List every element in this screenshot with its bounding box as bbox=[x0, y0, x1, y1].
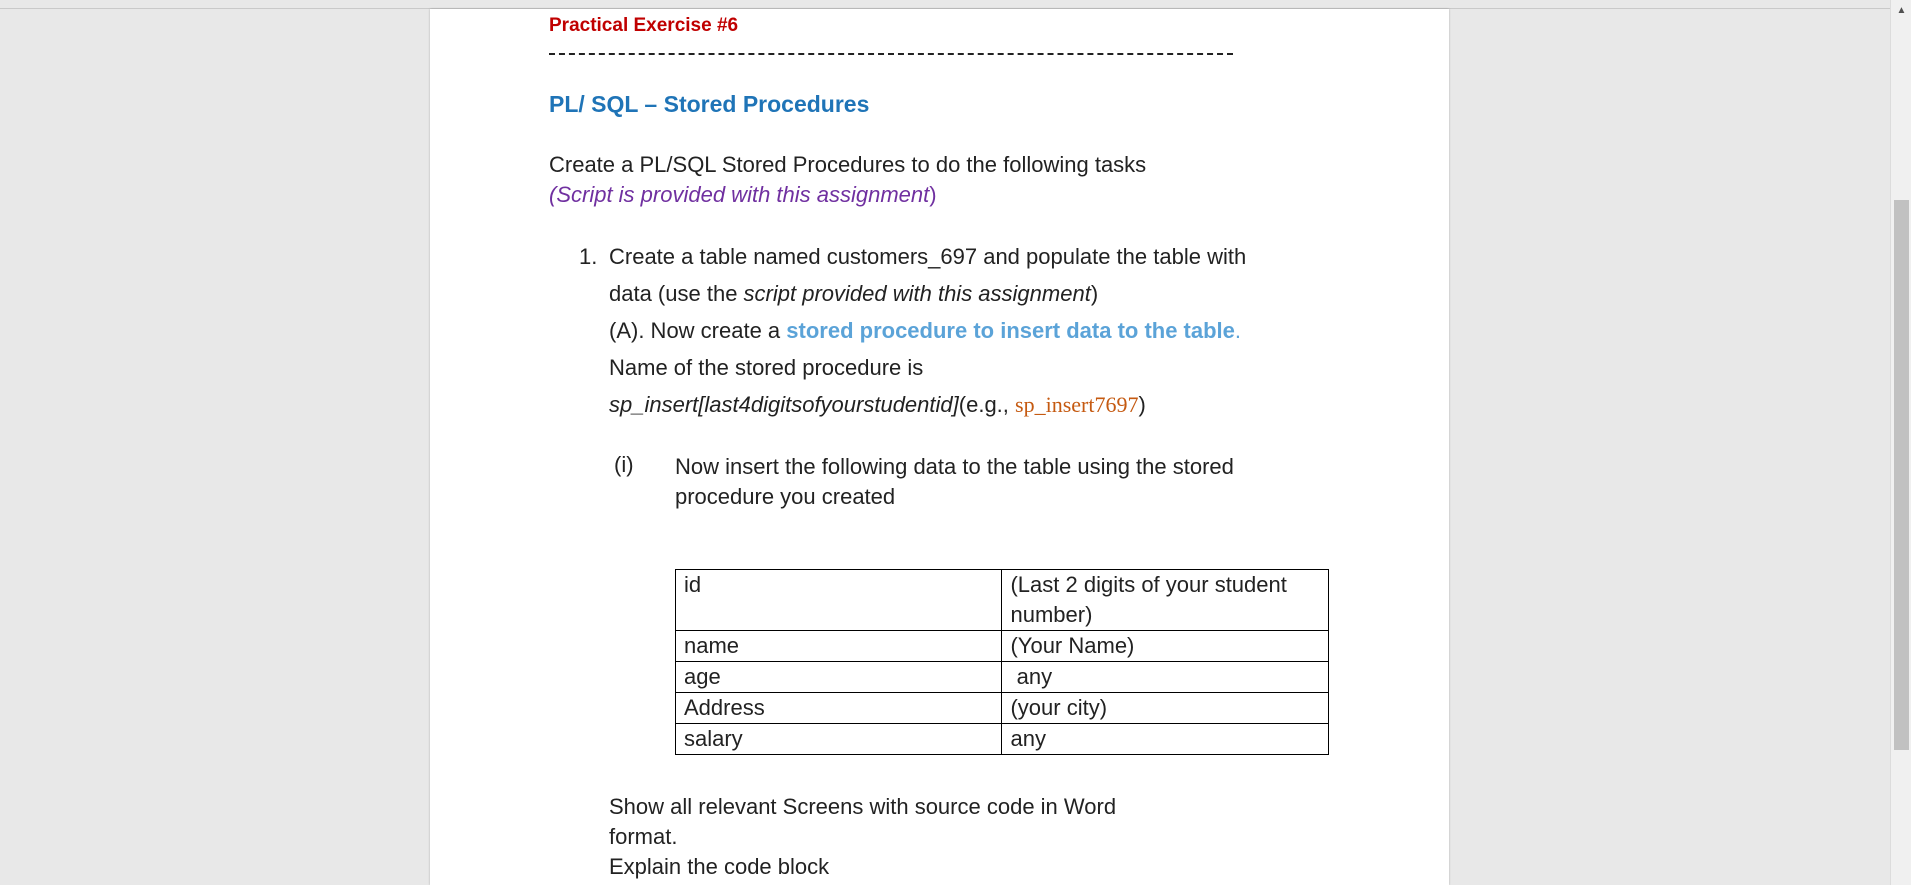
table-row bbox=[676, 570, 1329, 631]
task-line-2-prefix: data (use the bbox=[609, 281, 744, 306]
task-number: 1. bbox=[579, 244, 598, 269]
scrollbar-thumb[interactable] bbox=[1894, 200, 1909, 750]
task-line-2-italic: script provided with this assignment bbox=[743, 281, 1091, 306]
subtask-text: Now insert the following data to the table using the stored procedure you created bbox=[675, 454, 1234, 509]
table-row bbox=[676, 693, 1329, 724]
intro-note-text: (Script is provided with this assignment bbox=[549, 182, 930, 207]
task-line-3 bbox=[609, 318, 1241, 344]
task-line-4: Name of the stored procedure is bbox=[609, 355, 924, 380]
task-line-2-suffix: ) bbox=[1090, 281, 1099, 306]
dashed-separator bbox=[549, 53, 1233, 55]
vertical-scrollbar[interactable] bbox=[1890, 0, 1911, 885]
table-cell-value: (Last 2 digits of your student number) bbox=[1002, 570, 1329, 631]
table-cell-value: (Your Name) bbox=[1002, 631, 1329, 662]
intro-note bbox=[549, 182, 937, 208]
table-cell-value: any bbox=[1002, 662, 1329, 693]
table-cell-value: any bbox=[1002, 724, 1329, 755]
footer-line-2: format. bbox=[609, 824, 678, 849]
task-line-1: Create a table named customers_697 and populate the table with bbox=[609, 244, 1247, 269]
task-line-5 bbox=[609, 392, 1146, 418]
subtask-number: (i) bbox=[614, 452, 634, 477]
table-cell-field: age bbox=[676, 662, 1002, 693]
exercise-title: Practical Exercise #6 bbox=[549, 15, 739, 36]
table-row bbox=[676, 631, 1329, 662]
section-heading: PL/ SQL – Stored Procedures bbox=[549, 91, 870, 117]
intro-line: Create a PL/SQL Stored Procedures to do the following tasks bbox=[549, 152, 1147, 177]
intro-note-close: ) bbox=[929, 182, 937, 207]
procedure-name-example: sp_insert7697 bbox=[1015, 392, 1139, 417]
procedure-name-pattern: sp_insert[last4digitsofyourstudentid] bbox=[609, 392, 959, 417]
triangle-up-icon: ▲ bbox=[1896, 4, 1907, 16]
table-cell-field: name bbox=[676, 631, 1002, 662]
footer-line-1: Show all relevant Screens with source code in Word bbox=[609, 794, 1117, 819]
table-cell-field: Address bbox=[676, 693, 1002, 724]
table-cell-value: (your city) bbox=[1002, 693, 1329, 724]
table-cell-field: salary bbox=[676, 724, 1002, 755]
task-highlight: stored procedure to insert data to the table bbox=[786, 318, 1235, 343]
task-line-3-prefix: (A). Now create a bbox=[609, 318, 787, 343]
task-line-2 bbox=[609, 281, 1098, 307]
table-cell-field: id bbox=[676, 570, 1002, 631]
table-row bbox=[676, 724, 1329, 755]
scroll-up-button[interactable] bbox=[1891, 0, 1911, 20]
task-line-5-suffix: ) bbox=[1138, 392, 1146, 417]
table-row bbox=[676, 662, 1329, 693]
footer-line-3: Explain the code block bbox=[609, 854, 830, 879]
task-line-5-prefix: (e.g., bbox=[958, 392, 1016, 417]
document-page bbox=[430, 9, 1449, 885]
data-table bbox=[675, 569, 1329, 755]
task-line-3-suffix: . bbox=[1234, 318, 1242, 343]
